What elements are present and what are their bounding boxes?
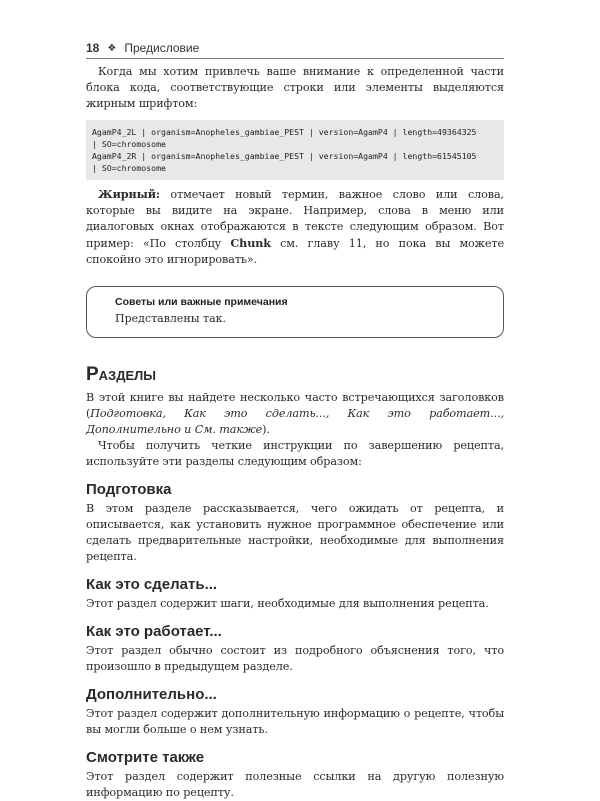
subsection-text: Этот раздел содержит дополнительную информацию о рецепте, чтобы вы могли больше о нем узнать. [86,707,504,736]
subsection-text: Этот раздел обычно состоит из подробного объяснения того, что произошло в предыдущем разделе. [86,644,504,673]
sections-paragraph-2: Чтобы получить четкие инструкции по завершению рецепта, используйте эти разделы следующим образом: [86,439,504,468]
header-divider [86,58,504,59]
subsection-heading-how-to: Как это сделать... [86,576,218,593]
running-header [86,40,504,56]
subsection-heading-preparation: Подготовка [86,481,172,498]
bold-term-paragraph: Жирный: отмечает новый термин, важное слово или слова, которые вы видите на экране. Например, слова в меню или диалоговых окнах отображаются в тексте следующим образом. Вот пример: «По столбцу Chunk см. главу 11, но пока вы можете спокойно это игнорировать». [86,187,504,266]
subsection-heading-how-it-works: Как это работает... [86,623,222,640]
page-content [86,64,504,801]
code-line: | SO=chromosome [92,139,166,149]
subsection-text: В этом разделе рассказывается, чего ожидать от рецепта, и описывается, как установить нужное программное обеспечение или сделать предварительные настройки, необходимые для выполнения рецепта. [86,502,504,563]
code-block [86,120,504,180]
intro-paragraph: Когда мы хотим привлечь ваше внимание к определенной части блока кода, соответствующие строки или элементы выделяются жирным шрифтом: [86,65,504,110]
tips-note-box [86,286,504,338]
bold-term-lead: Жирный: [98,187,160,201]
subsection-text: Этот раздел содержит шаги, необходимые для выполнения рецепта. [86,597,489,610]
running-header-title: Предисловие [124,41,200,55]
note-title: Советы или важные примечания [115,296,288,308]
subsection-heading-more: Дополнительно... [86,686,217,703]
sections-paragraph-1: В этой книге вы найдете несколько часто встречающихся заголовков (Подготовка, Как это сделать..., Как это работает..., Дополнительно и См. также). [86,391,504,436]
code-line: | SO=chromosome [92,163,166,173]
page-number: 18 [86,41,100,55]
subsection-text: Этот раздел содержит полезные ссылки на другую полезную информацию по рецепту. [86,770,504,799]
bold-example-word: Chunk [230,236,271,250]
code-line: AgamP4_2R | organism=Anopheles_gambiae_PEST | version=AgamP4 | length=61545105 [92,151,477,161]
code-line: AgamP4_2L | organism=Anopheles_gambiae_PEST | version=AgamP4 | length=49364325 [92,127,477,137]
section-heading: Разделы [86,364,156,385]
subsection-heading-see-also: Смотрите также [86,749,205,766]
diamond-icon: ❖ [107,42,117,54]
note-text: Представлены так. [115,312,227,325]
